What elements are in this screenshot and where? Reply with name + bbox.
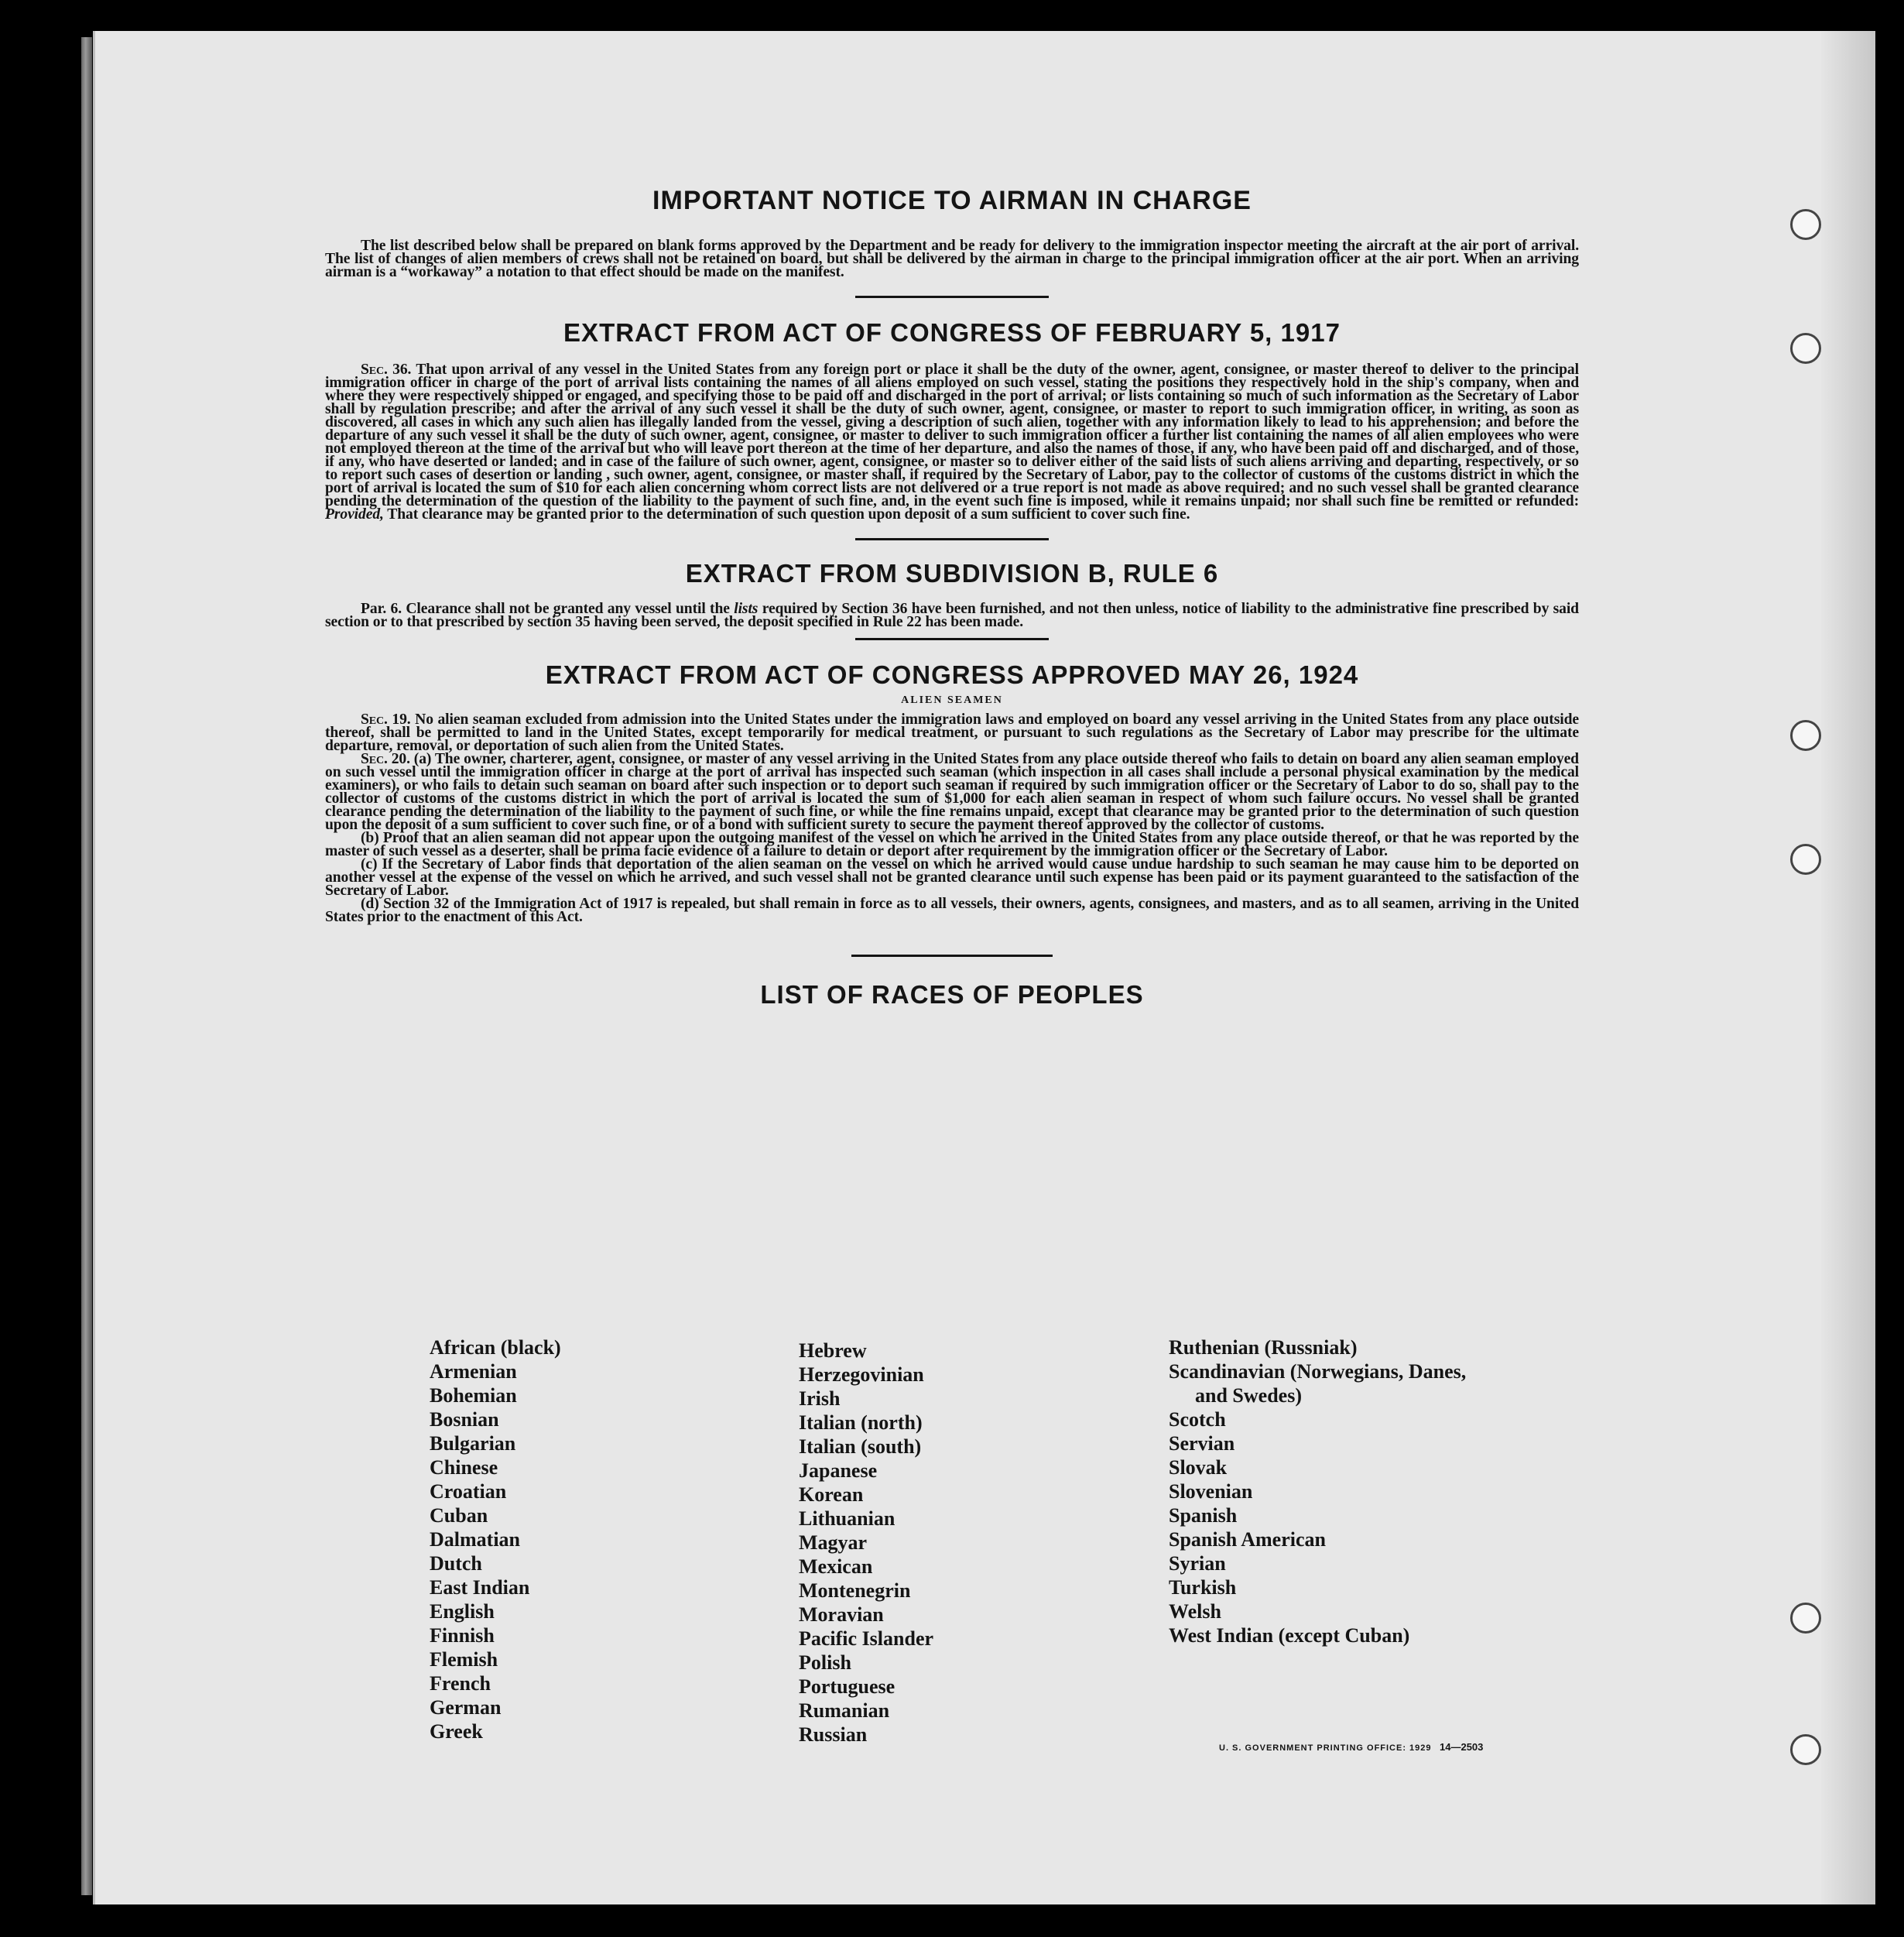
form-number: 14—2503 (1440, 1741, 1484, 1753)
race-item: Scandinavian (Norwegians, Danes, (1169, 1360, 1467, 1383)
document-content (325, 155, 1579, 1010)
races-column-2 (799, 1339, 933, 1747)
race-item: Spanish American (1169, 1528, 1326, 1551)
alien-seamen-subtitle: ALIEN SEAMEN (901, 694, 1003, 706)
race-item: Finnish (430, 1624, 495, 1647)
race-item: Bohemian (430, 1384, 517, 1407)
race-item: Armenian (430, 1360, 517, 1383)
act1917-sec36 (325, 363, 1579, 521)
sec19-text: No alien seaman excluded from admission into the United States under the immigration laws and employed on board any vessel arriving in the United States from any place outside thereof, shall be permitted to land in the United States, except temporarily for medical treatment, or pursuant to such regulations as the Secretary of Labor may prescribe for the ultimate departure, removal, or deportation of such alien from the United States. (325, 711, 1579, 754)
race-item: Irish (799, 1387, 841, 1410)
race-item: Cuban (430, 1504, 488, 1527)
rule6-body (325, 602, 1579, 629)
race-item: Moravian (799, 1603, 884, 1626)
act1924-sec20b: (b) Proof that an alien seaman did not appear upon the outgoing manifest of the vessel on which he arrived in the United States from any place outside thereof, or that he was reported by the master of such vessel as a deserter, shall be prima facie evidence of a failure to detain or deport after requirement by the immigration officer or the Secretary of Labor. (325, 830, 1579, 859)
punch-hole (1790, 1734, 1821, 1765)
race-item: African (black) (430, 1336, 561, 1359)
race-item: Dutch (430, 1552, 482, 1575)
race-item: Welsh (1169, 1600, 1221, 1623)
race-item: Syrian (1169, 1552, 1226, 1575)
race-item: Bulgarian (430, 1432, 516, 1455)
race-item: Greek (430, 1720, 483, 1743)
act1924-sec20c: (c) If the Secretary of Labor finds that deportation of the alien seaman on the vessel on which he arrived would cause undue hardship to such seaman he may cause him to be deported on another vessel at the expense of the vessel on which he arrived, and such vessel shall not be granted clearance until such expense has been paid or its payment guaranteed to the satisfaction of the Secretary of Labor. (325, 856, 1579, 899)
race-item: French (430, 1672, 491, 1695)
sec-label: Sec. 36. (361, 362, 412, 378)
sec-label: Sec. 19. (361, 711, 411, 728)
race-item: Herzegovinian (799, 1363, 924, 1386)
races-title: LIST OF RACES OF PEOPLES (760, 980, 1144, 1009)
punch-hole (1790, 844, 1821, 875)
race-item: Turkish (1169, 1576, 1237, 1599)
race-item: Magyar (799, 1531, 868, 1554)
punch-hole (1790, 1603, 1821, 1634)
page-edge (1821, 31, 1875, 1904)
race-item: Mexican (799, 1555, 873, 1578)
race-item: Polish (799, 1651, 851, 1674)
race-item: Slovenian (1169, 1480, 1253, 1503)
divider (851, 955, 1053, 957)
punch-hole (1790, 720, 1821, 751)
races-column-3 (1169, 1335, 1466, 1647)
act1924-sec20a (325, 753, 1579, 831)
race-item: German (430, 1696, 502, 1719)
race-item: Croatian (430, 1480, 507, 1503)
act1924-title: EXTRACT FROM ACT OF CONGRESS APPROVED MAY 26, 1924 (545, 660, 1359, 689)
race-item: Slovak (1169, 1456, 1228, 1479)
act1924-sec19 (325, 713, 1579, 753)
race-item: Russian (799, 1723, 868, 1746)
race-item: Italian (south) (799, 1435, 922, 1458)
race-item: Italian (north) (799, 1411, 923, 1434)
race-item: Pacific Islander (799, 1627, 934, 1650)
lists-word: lists (734, 601, 759, 617)
act1917-title: EXTRACT FROM ACT OF CONGRESS OF FEBRUARY 5, 1917 (563, 318, 1341, 347)
race-item: Scotch (1169, 1408, 1226, 1431)
race-item: Hebrew (799, 1339, 867, 1362)
race-item: Bosnian (430, 1408, 499, 1431)
race-item: Servian (1169, 1432, 1235, 1455)
sec36-text-end: That clearance may be granted prior to the determination of such question upon deposit of a sum sufficient to cover such fine. (387, 506, 1190, 523)
race-item: West Indian (except Cuban) (1169, 1624, 1410, 1647)
race-item: Flemish (430, 1648, 498, 1671)
race-item: Montenegrin (799, 1579, 911, 1602)
provided-word: Provided, (325, 506, 384, 523)
divider (855, 296, 1049, 298)
race-item: Rumanian (799, 1699, 890, 1722)
act1924-sec20d: (d) Section 32 of the Immigration Act of 1917 is repealed, but shall remain in force as to all vessels, their owners, agents, consignees, and masters, and as to all seamen, arriving in the United States prior to the enactment of this Act. (325, 896, 1579, 925)
race-item: Lithuanian (799, 1507, 895, 1530)
race-item: Dalmatian (430, 1528, 520, 1551)
sec-label: Sec. 20. (361, 751, 410, 767)
punch-hole (1790, 209, 1821, 240)
punch-hole (1790, 333, 1821, 364)
race-item: English (430, 1600, 495, 1623)
rule6-text: Par. 6. Clearance shall not be granted any vessel until the (361, 601, 730, 617)
notice-title: IMPORTANT NOTICE TO AIRMAN IN CHARGE (652, 186, 1252, 215)
sec36-text: That upon arrival of any vessel in the United States from any foreign port or place it shall be the duty of the owner, agent, consignee, or master thereof to deliver to the principal immigration officer in charge of the port of arrival lists containing the names of all aliens employed on such vessel, stating the positions they respectively hold in the ship's company, when and where they were respectively shipped or engaged, and specifying those to be paid off and discharged in the port of arrival; or lists containing so much of such information as the Secretary of Labor shall by regulation prescribe; and after the arrival of any such vessel it shall be the duty of such owner, agent, consignee, or master to report to such immigration officer, in writing, as soon as discovered, all cases in which any such alien has illegally landed from the vessel, giving a description of such alien, together with any information likely to lead to his apprehension; and before the departure of any such vessel it shall be the duty of such owner, agent, consignee, or master to deliver to such immigration officer a further list containing the names of all alien employees who were not employed thereon at the time of the arrival but who will leave port thereon at the time of her departure, and also the names of those, if any, who have been paid off and discharged, and of those, if any, who have deserted or landed; and in case of the failure of such owner, agent, consignee, or master so to deliver either of the said lists of such aliens arriving and departing, respectively, or so to report such cases of desertion or landing , such owner, agent, consignee, or master shall, if required by the Secretary of Labor, pay to the collector of customs of the customs district in which the port of arrival is located the sum of $10 for each alien concerning whom correct lists are not delivered or a true report is not made as above required; and no such vessel shall be granted clearance pending the determination of the question of the liability to the payment of such fine, and, in the event such fine is imposed, while it remains unpaid; nor shall such fine be remitted or refunded: (325, 362, 1579, 509)
divider (855, 638, 1049, 640)
race-item: Spanish (1169, 1504, 1238, 1527)
sec20a-text: (a) The owner, charterer, agent, consignee, or master of any vessel arriving in the United States from any place outside thereof who fails to detain on board any alien seaman employed on such vessel until the immigration officer in charge at the port of arrival has inspected such seaman (which inspection in all cases shall include a personal physical examination by the medical examiners), or who fails to detain such seaman on board after such inspection or to deport such seaman if required by such immigration officer or the Secretary of Labor to do so, shall pay to the collector of customs of the customs district in which the port of arrival is located the sum of $1,000 for each alien seaman in respect of whom such failure occurs. No vessel shall be granted clearance pending the determination of the liability to the payment of such fine, or while the fine remains unpaid, except that clearance may be granted prior to the determination of such question upon the deposit of a sum sufficient to cover such fine, or of a bond with sufficient surety to secure the payment thereof approved by the collector of customs. (325, 751, 1579, 833)
races-list (430, 1335, 1606, 1754)
divider (855, 538, 1049, 540)
race-item: Ruthenian (Russniak) (1169, 1336, 1358, 1359)
rule6-title: EXTRACT FROM SUBDIVISION B, RULE 6 (685, 559, 1219, 588)
race-item: Chinese (430, 1456, 498, 1479)
race-item: Japanese (799, 1459, 878, 1482)
printer-imprint: U. S. GOVERNMENT PRINTING OFFICE: 1929 (1219, 1743, 1432, 1753)
race-item: Korean (799, 1483, 864, 1506)
race-item: East Indian (430, 1576, 530, 1599)
rule6-text-end: required by Section 36 have been furnished, and not then unless, notice of liability to the administrative fine prescribed by said section or to that prescribed by section 35 having been served, the deposit specified in Rule 22 has been made. (325, 601, 1579, 630)
race-item: and Swedes) (1195, 1384, 1302, 1407)
notice-body: The list described below shall be prepared on blank forms approved by the Department and be ready for delivery to the immigration inspector meeting the aircraft at the air port of arrival. The list of changes of alien members of crews shall not be retained on board, but shall be delivered by the airman in charge to the principal immigration officer at the air port. When an arriving airman is a “workaway” a notation to that effect should be made on the manifest. (325, 238, 1579, 280)
race-item: Portuguese (799, 1675, 895, 1698)
races-column-1 (430, 1335, 561, 1743)
